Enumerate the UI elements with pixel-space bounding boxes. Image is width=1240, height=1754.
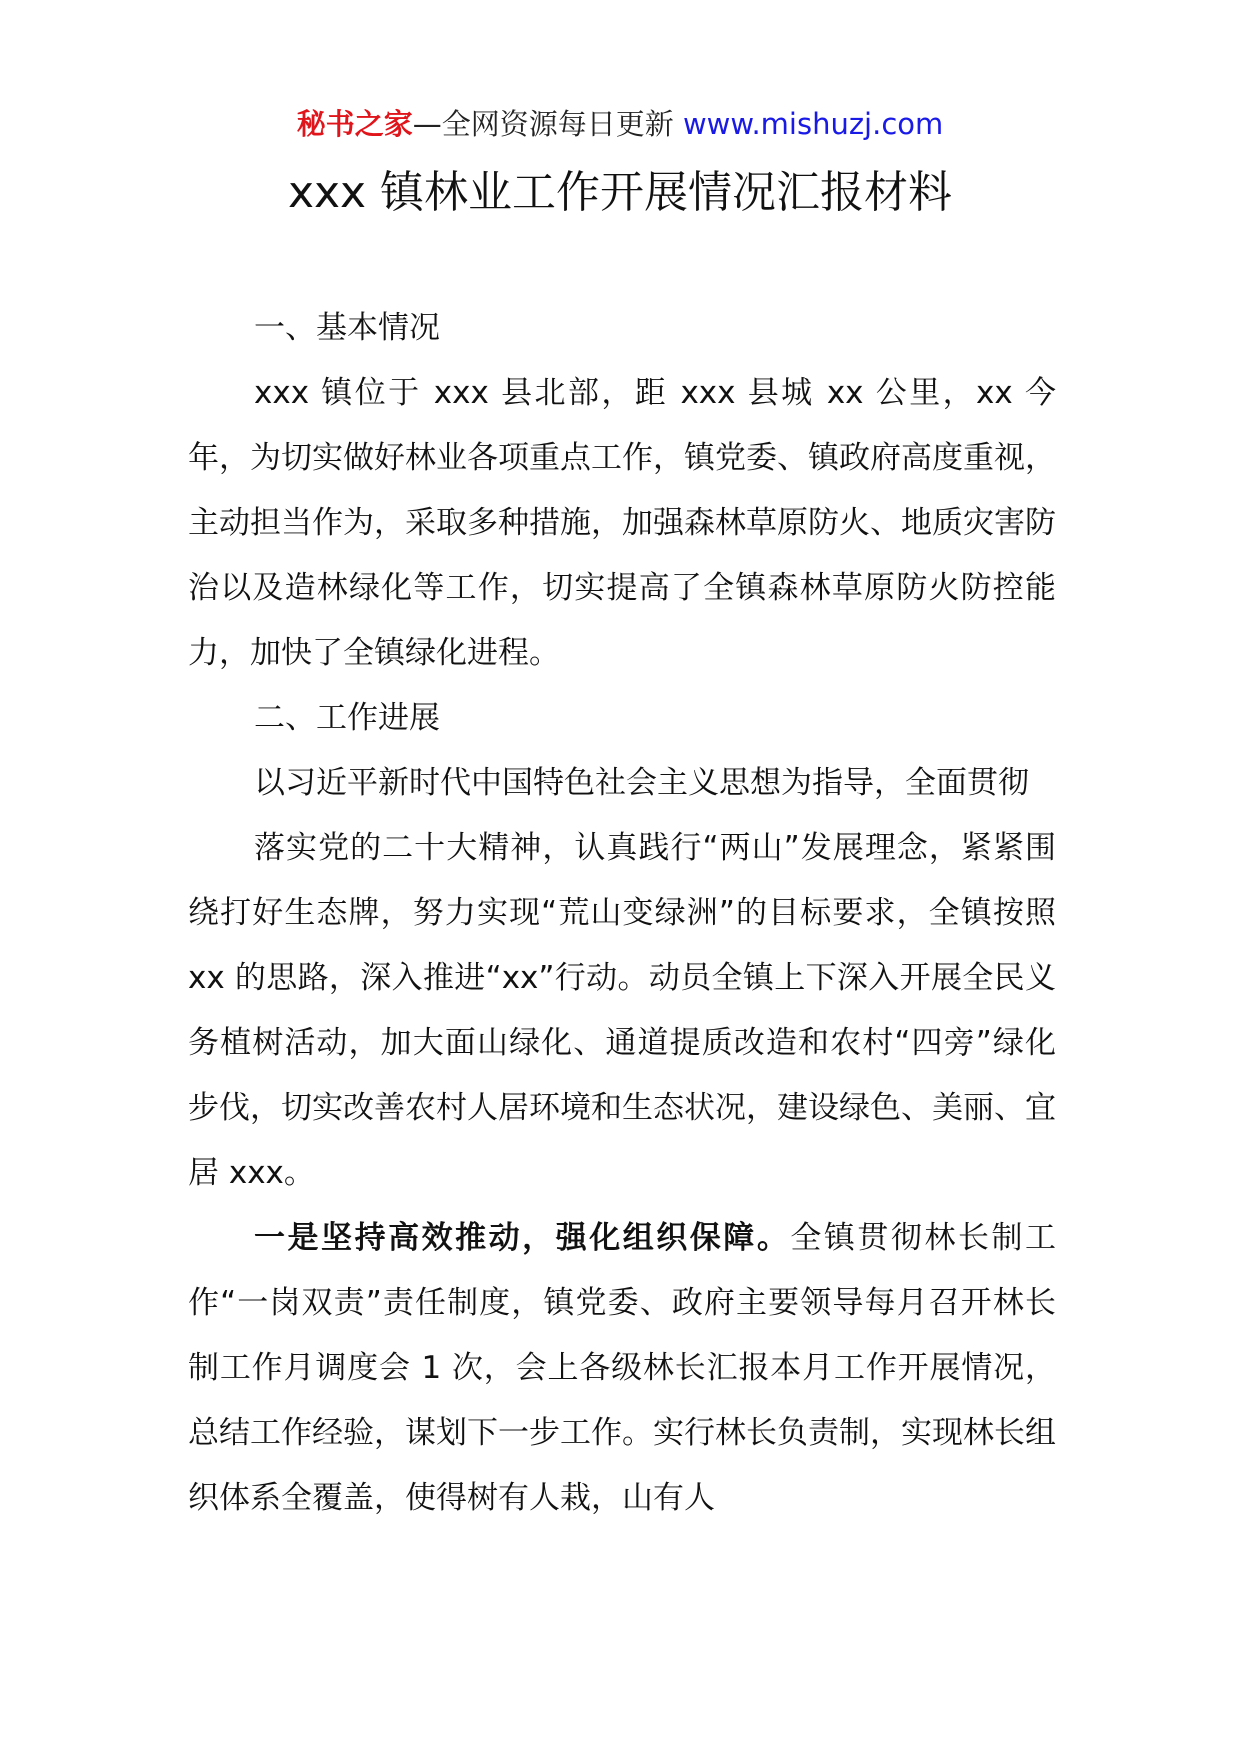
section-heading-progress: 二、工作进展: [254, 700, 440, 736]
paragraph-guiding-thought: 以习近平新时代中国特色社会主义思想为指导，全面贯彻: [254, 765, 1029, 801]
section-heading-basic: 一、基本情况: [254, 310, 440, 346]
paragraph-organization-text: 全镇贯彻林长制工作“一岗双责”责任制度，镇党委、政府主要领导每月召开林长制工作月调度会 1 次，会上各级林长汇报本月工作开展情况，总结工作经验，谋划下一步工作。实行林长负责制，实现林长组织体系全覆盖，使得树有人栽，山有人: [188, 1220, 1057, 1516]
header-tagline: —全网资源每日更新: [412, 107, 683, 141]
paragraph-lead-bold: 一是坚持高效推动，强化组织保障。: [254, 1220, 791, 1256]
paragraph-implementation: 落实党的二十大精神，认真践行“两山”发展理念，紧紧围绕打好生态牌，努力实现“荒山变绿洲”的目标要求，全镇按照 xx 的思路，深入推进“xx”行动。动员全镇上下深入开展全民义务植树活动，加大面山绿化、通道提质改造和农村“四旁”绿化步伐，切实改善农村人居环境和生态状况，建设绿色、美丽、宜居 xxx。: [188, 830, 1056, 1191]
paragraph-basic-info: xxx 镇位于 xxx 县北部，距 xxx 县城 xx 公里，xx 今年，为切实做好林业各项重点工作，镇党委、镇政府高度重视，主动担当作为，采取多种措施，加强森林草原防火、地质灾害防治以及造林绿化等工作，切实提高了全镇森林草原防火防控能力，加快了全镇绿化进程。: [188, 375, 1056, 671]
site-header: [0, 104, 1240, 144]
site-url-link[interactable]: www.mishuzj.com: [682, 107, 944, 141]
document-body: [188, 296, 1056, 1531]
paragraph-organization: [188, 1206, 1056, 1531]
document-title: xxx 镇林业工作开展情况汇报材料: [287, 167, 953, 218]
brand-name: 秘书之家: [296, 107, 413, 141]
